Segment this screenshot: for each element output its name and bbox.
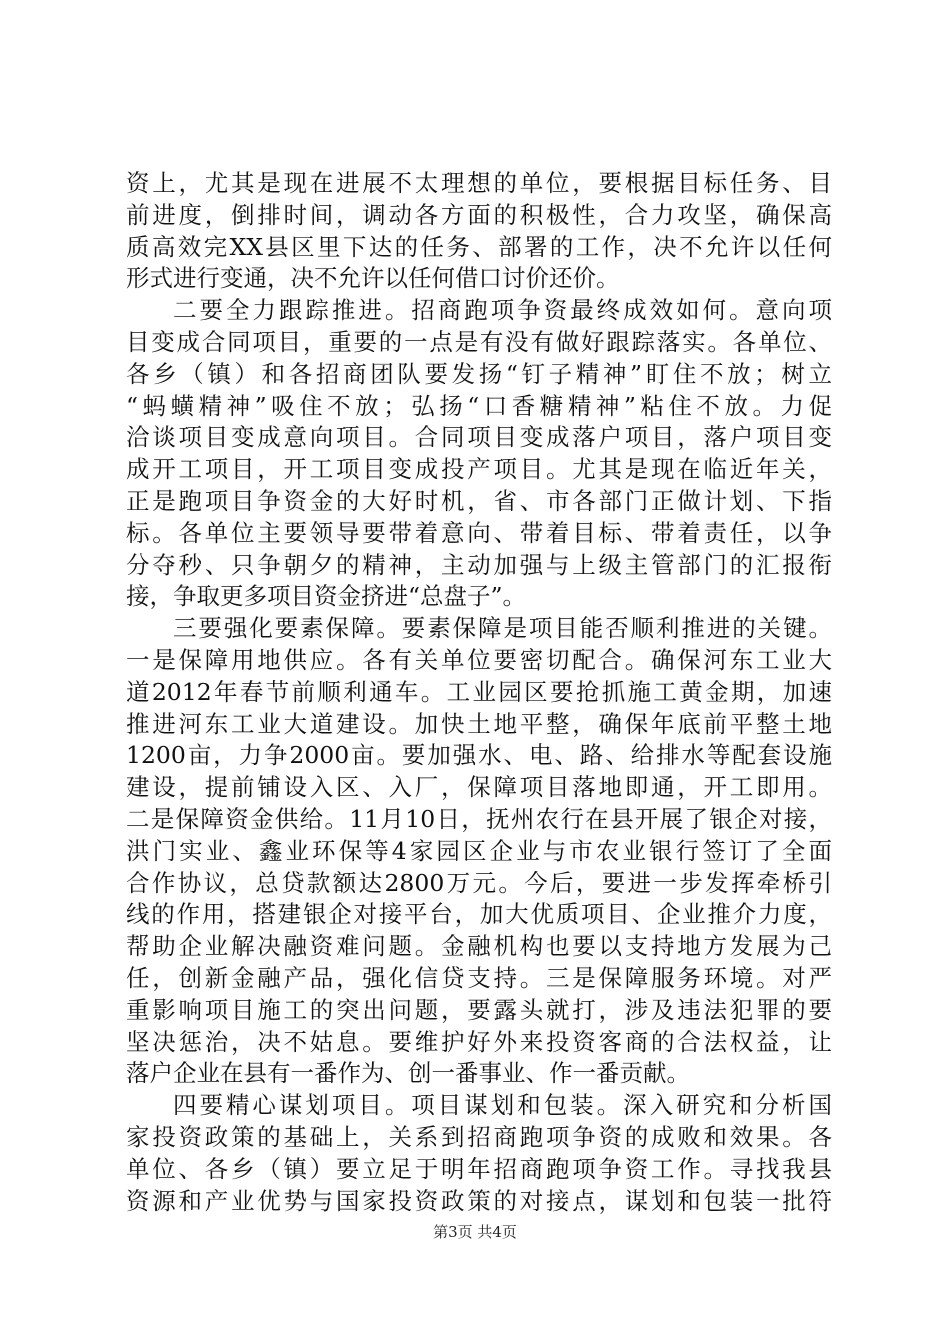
text-line: 建设，提前铺设入区、入厂，保障项目落地即通，开工即用。 — [126, 773, 832, 802]
text-line: 洽谈项目变成意向项目。合同项目变成落户项目，落户项目变 — [126, 423, 832, 452]
text-line: 坚决惩治，决不姑息。要维护好外来投资客商的合法权益，让 — [126, 1027, 832, 1056]
text-line: 道2012年春节前顺利通车。工业园区要抢抓施工黄金期，加速 — [126, 677, 832, 706]
text-line: 线的作用，搭建银企对接平台，加大优质项目、企业推介力度， — [126, 900, 832, 929]
text-line: 一是保障用地供应。各有关单位要密切配合。确保河东工业大 — [126, 645, 832, 674]
text-line: 形式进行变通，决不允许以任何借口讨价还价。 — [126, 264, 620, 293]
text-line: 二是保障资金供给。11月10日，抚州农行在县开展了银企对接， — [126, 804, 832, 833]
text-line: 合作协议，总贷款额达2800万元。今后，要进一步发挥牵桥引 — [126, 868, 832, 897]
text-line: 资源和产业优势与国家投资政策的对接点，谋划和包装一批符 — [126, 1186, 832, 1215]
text-line: 资上，尤其是现在进展不太理想的单位，要根据目标任务、目 — [126, 169, 832, 197]
document-body — [126, 168, 832, 1217]
text-line: 质高效完XX县区里下达的任务、部署的工作，决不允许以任何 — [126, 232, 832, 261]
text-line: 四要精心谋划项目。项目谋划和包装。深入研究和分析国 — [173, 1091, 832, 1120]
text-line: “蚂蟥精神”吸住不放；弘扬“口香糖精神”粘住不放。力促 — [126, 391, 832, 420]
text-line: 1200亩，力争2000亩。要加强水、电、路、给排水等配套设施 — [126, 741, 832, 770]
text-line: 落户企业在县有一番作为、创一番事业、作一番贡献。 — [126, 1059, 690, 1088]
text-line: 二要全力跟踪推进。招商跑项争资最终成效如何。意向项 — [173, 296, 832, 325]
text-line: 接，争取更多项目资金挤进“总盘子”。 — [126, 582, 527, 611]
text-line: 成开工项目，开工项目变成投产项目。尤其是现在临近年关， — [126, 455, 832, 484]
text-line: 帮助企业解决融资难问题。金融机构也要以支持地方发展为己 — [126, 932, 832, 961]
text-line: 三要强化要素保障。要素保障是项目能否顺利推进的关键。 — [173, 614, 832, 643]
text-line: 单位、各乡（镇）要立足于明年招商跑项争资工作。寻找我县 — [126, 1154, 832, 1183]
text-line: 任，创新金融产品，强化信贷支持。三是保障服务环境。对严 — [126, 963, 832, 992]
text-line: 前进度，倒排时间，调动各方面的积极性，合力攻坚，确保高 — [126, 200, 832, 229]
text-line: 家投资政策的基础上，关系到招商跑项争资的成败和效果。各 — [126, 1122, 832, 1151]
text-line: 各乡（镇）和各招商团队要发扬“钉子精神”盯住不放；树立 — [126, 359, 832, 388]
text-line: 重影响项目施工的突出问题，要露头就打，涉及违法犯罪的要 — [126, 995, 832, 1024]
text-line: 标。各单位主要领导要带着意向、带着目标、带着责任，以争 — [126, 518, 832, 547]
text-line: 目变成合同项目，重要的一点是有没有做好跟踪落实。各单位、 — [126, 327, 832, 356]
text-line: 洪门实业、鑫业环保等4家园区企业与市农业银行签订了全面 — [126, 836, 832, 865]
page-footer: 第3页 共4页 — [433, 1223, 517, 1241]
text-line: 正是跑项目争资金的大好时机，省、市各部门正做计划、下指 — [126, 486, 832, 515]
text-line: 推进河东工业大道建设。加快土地平整，确保年底前平整土地 — [126, 709, 832, 738]
text-line: 分夺秒、只争朝夕的精神，主动加强与上级主管部门的汇报衔 — [126, 550, 832, 579]
